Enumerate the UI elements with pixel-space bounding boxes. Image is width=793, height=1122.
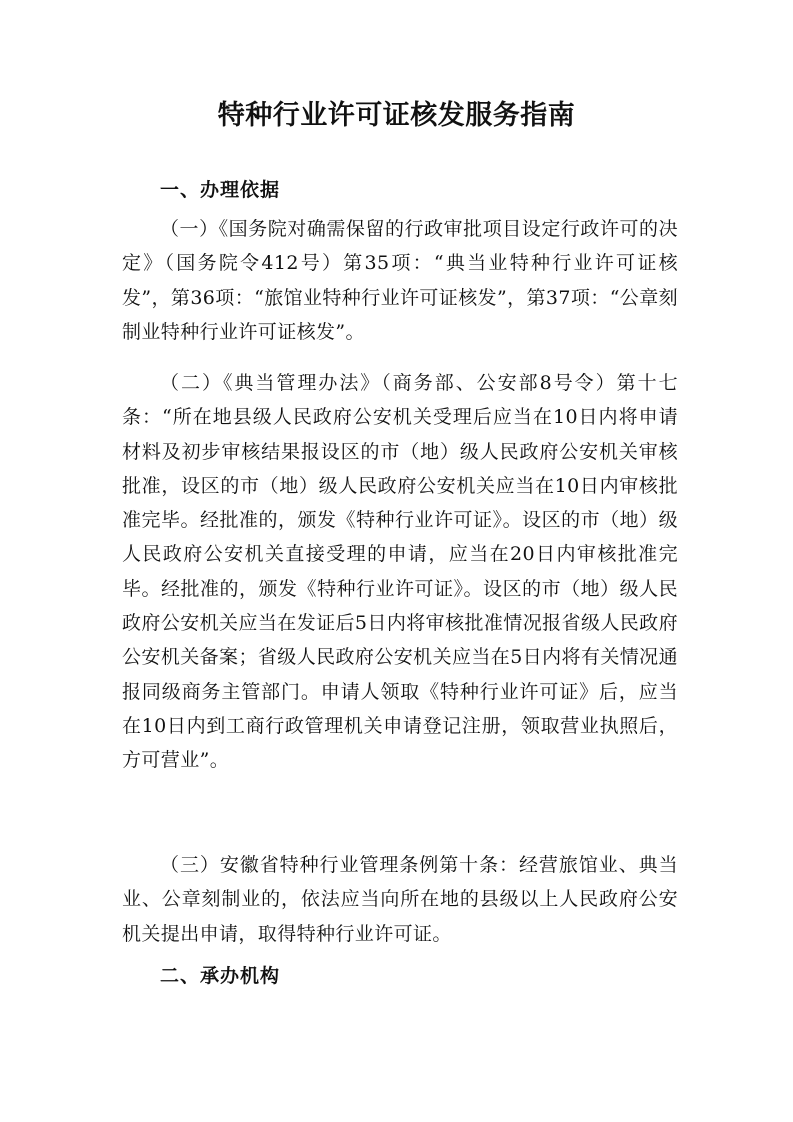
section-heading-agency: 二、承办机构 bbox=[160, 965, 281, 987]
paragraph-basis-2: （二）《典当管理办法》（商务部、公安部8号令）第十七条：“所在地县级人民政府公安机关受理后应当在10日内将申请材料及初步审核结果报设区的市（地）级人民政府公安机关审核批准，设区的市（地）级人民政府公安机关应当在10日内审核批准完毕。经批准的，颁发《特种行业许可证》。设区的市（地）级人民政府公安机关直接受理的申请，应当在20日内审核批准完毕。经批准的，颁发《特种行业许可证》。设区的市（地）级人民政府公安机关应当在发证后5日内将审核批准情况报省级人民政府公安机关备案；省级人民政府公安机关应当在5日内将有关情况通报同级商务主管部门。申请人领取《特种行业许可证》后，应当在10日内到工商行政管理机关申请登记注册，领取营业执照后，方可营业”。 bbox=[122, 372, 678, 772]
section-heading-basis: 一、办理依据 bbox=[160, 179, 281, 201]
document-title: 特种行业许可证核发服务指南 bbox=[217, 100, 576, 131]
paragraph-basis-1: （一）《国务院对确需保留的行政审批项目设定行政许可的决定》（国务院令412号）第35项：“典当业特种行业许可证核发”，第36项：“旅馆业特种行业许可证核发”，第37项：“公章刻制业特种行业许可证核发”。 bbox=[122, 218, 679, 343]
paragraph-basis-3: （三）安徽省特种行业管理条例第十条：经营旅馆业、典当业、公章刻制业的，依法应当向所在地的县级以上人民政府公安机关提出申请，取得特种行业许可证。 bbox=[122, 854, 678, 945]
